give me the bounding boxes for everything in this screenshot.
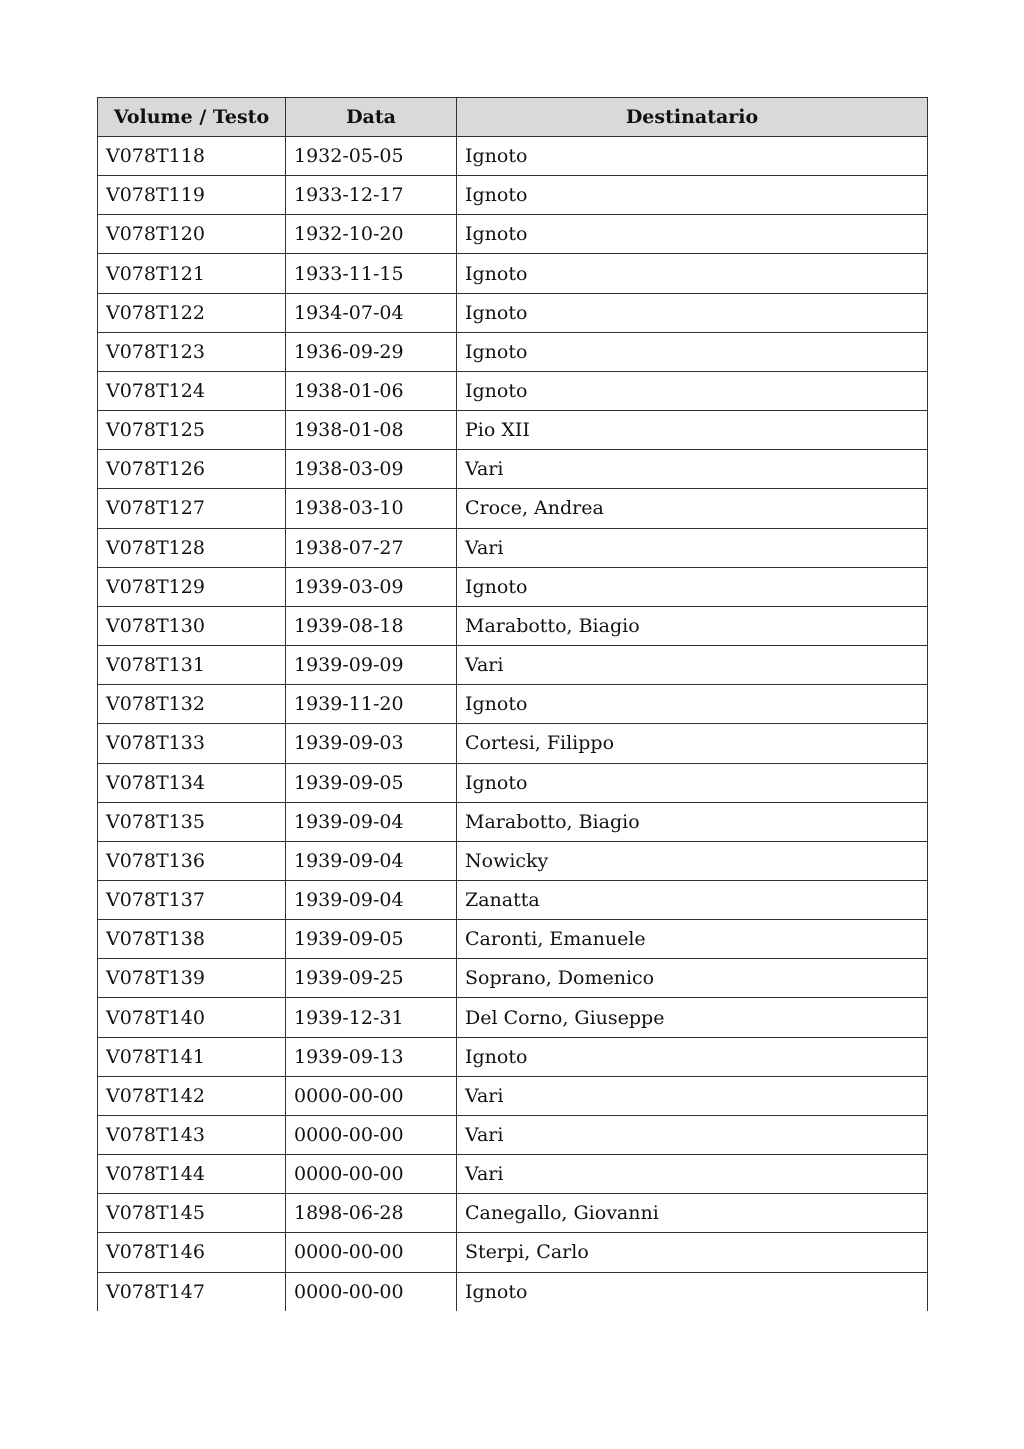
cell-data: 0000-00-00 <box>286 1115 457 1154</box>
cell-data: 1939-09-04 <box>286 880 457 919</box>
cell-volume-testo: V078T120 <box>98 215 286 254</box>
cell-destinatario: Canegallo, Giovanni <box>457 1194 928 1233</box>
table-row <box>98 411 928 450</box>
cell-data: 1939-09-09 <box>286 646 457 685</box>
cell-destinatario: Ignoto <box>457 332 928 371</box>
cell-data: 1938-07-27 <box>286 528 457 567</box>
cell-data: 1939-03-09 <box>286 567 457 606</box>
cell-volume-testo: V078T138 <box>98 920 286 959</box>
cell-volume-testo: V078T121 <box>98 254 286 293</box>
cell-volume-testo: V078T127 <box>98 489 286 528</box>
header-destinatario: Destinatario <box>457 98 928 137</box>
cell-destinatario: Ignoto <box>457 763 928 802</box>
cell-data: 1933-11-15 <box>286 254 457 293</box>
cell-destinatario: Ignoto <box>457 254 928 293</box>
cell-data: 0000-00-00 <box>286 1076 457 1115</box>
cell-data: 1939-09-04 <box>286 841 457 880</box>
cell-volume-testo: V078T136 <box>98 841 286 880</box>
table-row <box>98 254 928 293</box>
cell-data: 1932-05-05 <box>286 137 457 176</box>
table-row <box>98 1194 928 1233</box>
cell-volume-testo: V078T140 <box>98 998 286 1037</box>
cell-volume-testo: V078T146 <box>98 1233 286 1272</box>
table-row <box>98 528 928 567</box>
cell-destinatario: Croce, Andrea <box>457 489 928 528</box>
table-row <box>98 920 928 959</box>
table-row <box>98 802 928 841</box>
cell-data: 1932-10-20 <box>286 215 457 254</box>
cell-destinatario: Vari <box>457 1155 928 1194</box>
cell-destinatario: Marabotto, Biagio <box>457 802 928 841</box>
cell-volume-testo: V078T139 <box>98 959 286 998</box>
cell-data: 1939-09-04 <box>286 802 457 841</box>
cell-data: 1934-07-04 <box>286 293 457 332</box>
table-row <box>98 293 928 332</box>
cell-destinatario: Marabotto, Biagio <box>457 606 928 645</box>
cell-data: 1939-12-31 <box>286 998 457 1037</box>
cell-destinatario: Vari <box>457 1076 928 1115</box>
cell-destinatario: Ignoto <box>457 176 928 215</box>
cell-destinatario: Caronti, Emanuele <box>457 920 928 959</box>
table-row <box>98 685 928 724</box>
cell-destinatario: Pio XII <box>457 411 928 450</box>
table-row <box>98 215 928 254</box>
cell-data: 0000-00-00 <box>286 1233 457 1272</box>
cell-volume-testo: V078T133 <box>98 724 286 763</box>
cell-destinatario: Ignoto <box>457 137 928 176</box>
cell-volume-testo: V078T125 <box>98 411 286 450</box>
table-row <box>98 176 928 215</box>
cell-volume-testo: V078T143 <box>98 1115 286 1154</box>
cell-data: 1898-06-28 <box>286 1194 457 1233</box>
cell-destinatario: Ignoto <box>457 685 928 724</box>
cell-volume-testo: V078T122 <box>98 293 286 332</box>
table-row <box>98 646 928 685</box>
table-row <box>98 1037 928 1076</box>
table-row <box>98 880 928 919</box>
cell-volume-testo: V078T119 <box>98 176 286 215</box>
cell-volume-testo: V078T126 <box>98 450 286 489</box>
cell-volume-testo: V078T134 <box>98 763 286 802</box>
cell-destinatario: Zanatta <box>457 880 928 919</box>
cell-destinatario: Ignoto <box>457 293 928 332</box>
cell-data: 0000-00-00 <box>286 1272 457 1311</box>
cell-data: 1939-09-13 <box>286 1037 457 1076</box>
cell-destinatario: Soprano, Domenico <box>457 959 928 998</box>
table-row <box>98 137 928 176</box>
cell-data: 1938-03-10 <box>286 489 457 528</box>
cell-destinatario: Vari <box>457 528 928 567</box>
cell-destinatario: Ignoto <box>457 1272 928 1311</box>
cell-destinatario: Ignoto <box>457 215 928 254</box>
cell-destinatario: Ignoto <box>457 371 928 410</box>
cell-destinatario: Ignoto <box>457 1037 928 1076</box>
cell-volume-testo: V078T141 <box>98 1037 286 1076</box>
table-row <box>98 489 928 528</box>
cell-data: 1938-03-09 <box>286 450 457 489</box>
cell-destinatario: Nowicky <box>457 841 928 880</box>
cell-data: 1939-09-05 <box>286 920 457 959</box>
cell-data: 1933-12-17 <box>286 176 457 215</box>
cell-volume-testo: V078T135 <box>98 802 286 841</box>
cell-data: 1938-01-06 <box>286 371 457 410</box>
table-row <box>98 998 928 1037</box>
table-row <box>98 1272 928 1311</box>
cell-volume-testo: V078T144 <box>98 1155 286 1194</box>
cell-volume-testo: V078T118 <box>98 137 286 176</box>
cell-data: 1939-09-25 <box>286 959 457 998</box>
cell-data: 1939-08-18 <box>286 606 457 645</box>
cell-data: 1939-11-20 <box>286 685 457 724</box>
cell-volume-testo: V078T124 <box>98 371 286 410</box>
header-data: Data <box>286 98 457 137</box>
cell-data: 0000-00-00 <box>286 1155 457 1194</box>
table-row <box>98 567 928 606</box>
table-row <box>98 1115 928 1154</box>
cell-volume-testo: V078T137 <box>98 880 286 919</box>
table-body <box>98 137 928 1312</box>
table-row <box>98 1076 928 1115</box>
table-row <box>98 763 928 802</box>
cell-destinatario: Del Corno, Giuseppe <box>457 998 928 1037</box>
cell-data: 1938-01-08 <box>286 411 457 450</box>
cell-volume-testo: V078T123 <box>98 332 286 371</box>
table-row <box>98 724 928 763</box>
cell-destinatario: Sterpi, Carlo <box>457 1233 928 1272</box>
cell-data: 1939-09-03 <box>286 724 457 763</box>
header-volume-testo: Volume / Testo <box>98 98 286 137</box>
table-row <box>98 1233 928 1272</box>
table-row <box>98 450 928 489</box>
cell-destinatario: Vari <box>457 646 928 685</box>
letters-table <box>97 97 928 1311</box>
cell-volume-testo: V078T147 <box>98 1272 286 1311</box>
table-header <box>98 98 928 137</box>
cell-destinatario: Vari <box>457 1115 928 1154</box>
cell-volume-testo: V078T131 <box>98 646 286 685</box>
cell-destinatario: Ignoto <box>457 567 928 606</box>
table-row <box>98 1155 928 1194</box>
cell-destinatario: Cortesi, Filippo <box>457 724 928 763</box>
cell-volume-testo: V078T145 <box>98 1194 286 1233</box>
header-row <box>98 98 928 137</box>
table-row <box>98 371 928 410</box>
cell-volume-testo: V078T142 <box>98 1076 286 1115</box>
cell-data: 1936-09-29 <box>286 332 457 371</box>
cell-volume-testo: V078T129 <box>98 567 286 606</box>
table-row <box>98 332 928 371</box>
table-row <box>98 606 928 645</box>
cell-volume-testo: V078T132 <box>98 685 286 724</box>
cell-destinatario: Vari <box>457 450 928 489</box>
cell-volume-testo: V078T130 <box>98 606 286 645</box>
table-row <box>98 841 928 880</box>
cell-data: 1939-09-05 <box>286 763 457 802</box>
cell-volume-testo: V078T128 <box>98 528 286 567</box>
table-row <box>98 959 928 998</box>
